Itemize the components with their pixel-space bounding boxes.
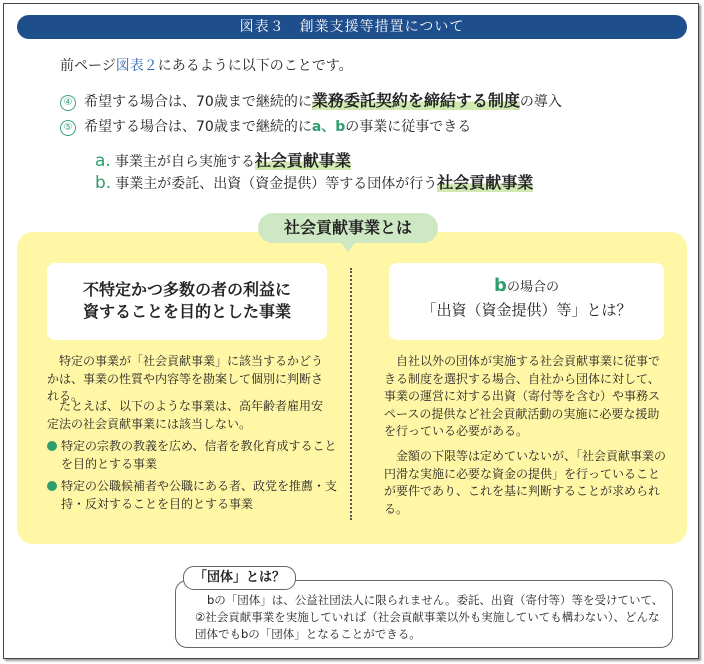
definition-heading: 社会貢献事業とは — [258, 213, 438, 243]
pill-tail — [340, 242, 356, 252]
item-5 — [60, 116, 471, 136]
sub-item-a-letter: a. — [95, 151, 111, 171]
bullet-item — [47, 438, 337, 473]
bullet-text: 特定の宗教の教義を広め、信者を教化育成することを目的とする事業 — [61, 439, 337, 471]
item-4 — [60, 88, 562, 111]
sub-item-a — [95, 148, 351, 171]
sub-item-b — [95, 170, 533, 193]
sub-item-a-pre: 事業主が自ら実施する — [114, 154, 255, 170]
sub-item-b-letter: b. — [95, 173, 112, 193]
item-5-number: ⑤ — [60, 120, 76, 136]
figure-title: 図表３ 創業支援等措置について — [17, 15, 687, 39]
bullet-item — [47, 478, 337, 513]
item-5-pre: 希望する場合は、70歳まで継続的に — [84, 119, 312, 135]
intro-post: にあるように以下のことです。 — [157, 58, 353, 74]
sub-item-b-emphasis: 社会貢献事業 — [437, 173, 534, 192]
item-4-pre: 希望する場合は、70歳まで継続的に — [84, 94, 312, 110]
item-4-post: の導入 — [519, 94, 562, 110]
sub-item-b-pre: 事業主が委託、出資（資金提供）等する団体が行う — [115, 176, 438, 192]
intro-text — [60, 55, 353, 75]
item-5-post: の事業に従事できる — [345, 119, 472, 135]
sub-item-a-emphasis: 社会貢献事業 — [254, 151, 351, 170]
left-card-line1: 不特定かつ多数の者の利益に — [82, 280, 291, 299]
intro-pre: 前ページ — [60, 58, 116, 74]
right-paragraph-1: 自社以外の団体が実施する社会貢献事業に従事できる制度を選択する場合、自社から団体に対して、事業の運営に対する出資（寄付等を含む）や事務スペースの提供など社会貢献活動の実施に必要な援助を行っている必要がある。 — [384, 354, 661, 438]
item-5-emphasis: a、b — [311, 119, 346, 135]
figure-reference-link[interactable]: 図表２ — [115, 58, 158, 74]
right-card-line1 — [389, 275, 664, 299]
left-card — [47, 263, 327, 340]
right-card-line2: 「出資（資金提供）等」とは？ — [421, 301, 632, 319]
right-paragraph-2: 金額の下限等は定めていないが、「社会貢献事業の円滑な実施に必要な資金の提供」を行っていることが要件であり、これを基に判断することが求められる。 — [384, 449, 667, 516]
right-card-b: b — [494, 275, 507, 296]
note-label: 「団体」とは？ — [183, 566, 296, 590]
left-paragraph-1: 特定の事業が「社会貢献事業」に該当するかどうかは、事業の性質や内容等を勘案して個別に判断される。 — [47, 354, 324, 403]
note-text: bの「団体」は、公益社団法人に限られません。委託、出資（寄付等）等を受けていて、②社会貢献事業を実施していれば（社会貢献事業以外も実施していても構わない）、どんな団体でもbの「団体」となることができる。 — [195, 593, 664, 641]
right-card-suffix: の場合の — [506, 280, 559, 295]
bullet-dot-icon — [47, 441, 57, 451]
bullet-text: 特定の公職候補者や公職にある者、政党を推薦・支持・反対することを目的とする事業 — [61, 479, 338, 511]
item-4-emphasis: 業務委託契約を締結する制度 — [311, 91, 520, 110]
left-paragraph-2: たとえば、以下のような事業は、高年齢者雇用安定法の社会貢献事業には該当しない。 — [47, 399, 324, 431]
bullet-dot-icon — [47, 481, 57, 491]
column-divider — [350, 268, 352, 520]
left-card-line2: 資することを目的とした事業 — [82, 302, 291, 321]
right-card — [389, 263, 664, 340]
item-4-number: ④ — [60, 95, 76, 111]
